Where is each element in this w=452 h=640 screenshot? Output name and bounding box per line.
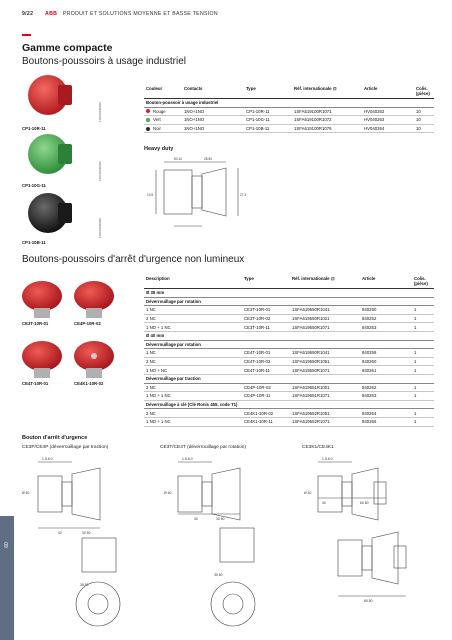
accent-bar <box>22 34 31 36</box>
col-header: Description <box>144 276 242 289</box>
ce3t-image <box>22 281 62 318</box>
color-dot-icon <box>146 118 150 122</box>
color-dot-icon <box>146 127 150 131</box>
col-header: Réf. internationale @ <box>292 86 362 99</box>
product-label: CP1-10B-11 <box>22 240 46 245</box>
header-title: PRODUIT ET SOLUTIONS MOYENNE ET BASSE TENSION <box>62 11 218 17</box>
drawing-label: CE3T/CE4T (déverrouillage par rotation) <box>160 445 247 450</box>
table-row: 1 NO + 1 NC CE3T-10R-11 1SFA619550R1071 840253 1 <box>144 323 434 332</box>
product-label: CE4P-10R-02 <box>74 321 101 326</box>
heavy-duty-title: Heavy duty <box>144 146 174 152</box>
table-row: 2 NC CE4T-10R-02 1SFA619550R1061 840260 1 <box>144 357 434 366</box>
drawing-label: CE3K1/CE4K1 <box>302 445 334 450</box>
table-row: 1 NC CE3T-10R-01 1SFA619550R1041 840250 1 <box>144 306 434 315</box>
heavy-duty-drawing <box>144 156 264 236</box>
compact-buttons-table <box>144 86 434 133</box>
dim-label: Ø 40 <box>22 491 30 495</box>
dim-label: 30.50 <box>82 531 91 535</box>
dim-label: 42 <box>58 531 62 535</box>
group-row: Bouton-poussoir à usage industriel <box>144 99 434 108</box>
dim-label: 40 <box>322 501 326 505</box>
section2-title: Boutons-poussoirs d'arrêt d'urgence non lumineux <box>22 254 245 265</box>
section-title: Gamme compacte <box>22 42 113 54</box>
group-row: Ø 40 mm <box>144 331 434 340</box>
sidebar-page-number: 60 <box>4 542 10 548</box>
dim-label: 40 <box>194 517 198 521</box>
abb-logo: ABB <box>45 11 58 17</box>
technical-drawings <box>18 454 448 634</box>
image-code: 1SFC08400R0 <box>98 102 102 122</box>
dim-label: Ø 40 <box>164 491 172 495</box>
color-dot-icon <box>146 109 150 113</box>
product-label: CE3T-10R-01 <box>22 321 49 326</box>
col-header: Article <box>360 276 412 289</box>
table-row: 1 NO + NC CE4T-10R-11 1SFA619550R1071 840261 1 <box>144 366 434 375</box>
product-label: CE4T-10R-01 <box>22 381 49 386</box>
green-button-image <box>28 134 72 174</box>
col-header: Type <box>242 276 290 289</box>
ce4k1-image <box>74 341 114 378</box>
table-row: 1 NO + 1 NC CE4K1-10R-11 1SFA619552R1071 840265 1 <box>144 417 434 426</box>
drawings-heading: Bouton d'arrêt d'urgence <box>22 435 88 441</box>
image-code: 1SFC08400R0 <box>98 161 102 181</box>
compact-button-images <box>18 70 93 250</box>
red-button-image <box>28 75 72 115</box>
group-row: Déverrouillage par rotation <box>144 297 434 306</box>
dim-label: 27.3 <box>240 193 247 197</box>
dim-label: 60.50 <box>364 599 373 603</box>
col-header: Article <box>362 86 414 99</box>
dim-label: 60.50 <box>360 501 369 505</box>
table-row: 2 NC CE4P-10R-02 1SFA619551R1001 840262 1 <box>144 383 434 392</box>
product-label: CP1-10G-11 <box>22 183 46 188</box>
emergency-buttons-table <box>144 276 434 427</box>
drawing-label: CE3P/CE4P (déverrouillage par traction) <box>22 445 109 450</box>
group-row: Ø 35 mm <box>144 289 434 298</box>
group-row: Déverrouillage à clé (Clé Ronis 455, code T1) <box>144 400 434 409</box>
page-sidebar <box>0 516 14 640</box>
dim-label: 30.50 <box>216 517 225 521</box>
product-label: CE4K1-10R-02 <box>74 381 104 386</box>
table-row: 2 NC CE3T-10R-02 1SFA619550R1021 840252 1 <box>144 314 434 323</box>
group-row: Déverrouillage par traction <box>144 374 434 383</box>
black-button-image <box>28 193 72 233</box>
col-header: Couleur <box>144 86 182 99</box>
page-indicator: 9/22 <box>22 11 34 17</box>
group-row: Déverrouillage par rotation <box>144 340 434 349</box>
dim-label: 50.10 <box>174 157 182 161</box>
table-row: Vert 1NO+1NO CP1-10G-11 1SFA619100R1072 HV040263 10 <box>144 116 434 125</box>
col-header: Colis. (pièce) <box>412 276 434 289</box>
image-code: 1SFC08400R0 <box>98 218 102 238</box>
dim-label: 1.5-6.0 <box>182 457 193 461</box>
dim-label: 1.5-6.0 <box>42 457 53 461</box>
section-subtitle: Boutons-poussoirs à usage industriel <box>22 56 186 67</box>
table-row: 2 NC CE4K1-10R-02 1SFA619552R1051 840264 1 <box>144 409 434 418</box>
col-header: Type <box>244 86 292 99</box>
dim-label: 1.5-6.0 <box>322 457 333 461</box>
emergency-button-images <box>18 276 128 396</box>
table-row: Rouge 1NO+1NO CP1-10R-11 1SFA619100R1071 HV040262 10 <box>144 107 434 116</box>
col-header: Colis. (pièce) <box>414 86 434 99</box>
col-header: Contacts <box>182 86 244 99</box>
ce4p-image <box>74 281 114 318</box>
product-label: CP1-10R-11 <box>22 126 46 131</box>
dim-label: 28.50 <box>204 157 212 161</box>
table-row: 1 NO + 1 NC CE4P-10R-11 1SFA619551R1071 840263 1 <box>144 392 434 401</box>
table-row: 1 NC CE4T-10R-01 1SFA619550R1041 840258 1 <box>144 349 434 358</box>
dim-label: Ø 40 <box>304 491 312 495</box>
table-row: Noir 1NO+1NO CP1-10B-11 1SFA619100R1076 HV040264 10 <box>144 124 434 133</box>
page-header <box>22 11 218 17</box>
ce4t-image <box>22 341 62 378</box>
col-header: Réf. internationale @ <box>290 276 360 289</box>
dim-label: 38.50 <box>80 583 89 587</box>
dim-label: 10.5 <box>147 193 154 197</box>
dim-label: 30.50 <box>214 573 223 577</box>
